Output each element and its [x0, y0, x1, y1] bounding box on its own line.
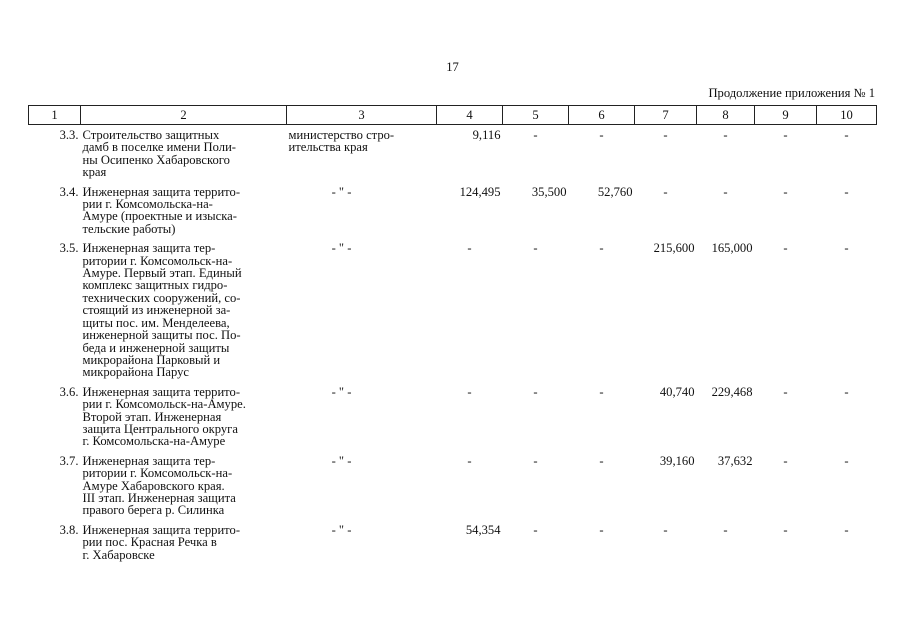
value-col-6: - [599, 453, 604, 468]
value-col-6: - [599, 384, 604, 399]
measure-name-line: Инженерная защита тер- [82, 453, 216, 468]
column-header-8: 8 [697, 106, 755, 125]
value-col-4: - [467, 453, 472, 468]
measure-name-line: Инженерная защита террито- [82, 384, 241, 399]
measure-name-line: Амуре (проектные и изыска- [82, 209, 237, 224]
column-header-1: 1 [29, 106, 81, 125]
row-number: 3.7. [59, 453, 79, 468]
measure-name-line: г. Хабаровске [82, 547, 155, 562]
measure-name-line: тельские работы) [82, 221, 176, 236]
measure-name-line: Инженерная защита террито- [82, 184, 241, 199]
measure-name-line: ритории г. Комсомольск-на- [82, 466, 233, 481]
value-col-8: - [723, 184, 728, 199]
continuation-label: Продолжение приложения № 1 [708, 86, 875, 100]
value-col-8: - [723, 128, 728, 142]
measure-name-line: ритории г. Комсомольск-на- [82, 253, 233, 268]
measure-name [81, 522, 287, 566]
value-col-4: - [467, 241, 472, 256]
value-col-6: - [599, 522, 604, 537]
row-number: 3.3. [59, 128, 79, 142]
measure-name-line: беда и инженерной защиты [82, 340, 230, 355]
measure-name-line: III этап. Инженерная защита [82, 490, 236, 505]
measure-name-line: микрорайона Парковый и [82, 352, 221, 367]
row-number: 3.6. [59, 384, 79, 399]
value-col-9: - [783, 241, 788, 256]
measure-name-line: Второй этап. Инженерная [82, 409, 222, 424]
value-col-5: - [533, 128, 538, 142]
measure-name-line: стоящий из инженерной за- [82, 303, 231, 318]
table-row [29, 125, 877, 184]
measure-name [81, 184, 287, 241]
value-col-4: 9,116 [472, 128, 501, 142]
measure-name-line: г. Комсомольска-на-Амуре [82, 434, 226, 449]
measure-name-line: рии пос. Красная Речка в [82, 535, 217, 550]
value-col-9: - [783, 453, 788, 468]
measure-name-line: Строительство защитных [82, 128, 220, 142]
measure-name-line: рии г. Комсомольск-на-Амуре. [82, 397, 246, 412]
value-col-5: - [533, 522, 538, 537]
executor-line: - " - [331, 184, 352, 199]
value-col-10: - [844, 453, 849, 468]
value-col-5: - [533, 453, 538, 468]
column-header-5: 5 [503, 106, 569, 125]
executor [287, 240, 437, 383]
measure-name [81, 384, 287, 453]
measure-name [81, 125, 287, 184]
value-col-4: - [467, 384, 472, 399]
column-header-2: 2 [81, 106, 287, 125]
column-header-4: 4 [437, 106, 503, 125]
value-col-8: 37,632 [717, 453, 753, 468]
measure-name-line: ны Осипенко Хабаровского [82, 152, 230, 167]
value-col-7: - [663, 128, 668, 142]
table-row [29, 240, 877, 383]
executor-line: - " - [331, 453, 352, 468]
value-col-7: 40,740 [659, 384, 695, 399]
value-col-9: - [783, 128, 788, 142]
value-col-10: - [844, 522, 849, 537]
column-header-7: 7 [635, 106, 697, 125]
value-col-5: - [533, 241, 538, 256]
value-col-5: 35,500 [531, 184, 567, 199]
value-col-7: - [663, 184, 668, 199]
executor-line: министерство стро- [288, 128, 395, 142]
measure-name-line: технических сооружений, со- [82, 290, 241, 305]
measure-name-line: правого берега р. Силинка [82, 503, 225, 518]
value-col-10: - [844, 128, 849, 142]
executor-line: - " - [331, 522, 352, 537]
row-number: 3.5. [59, 241, 79, 256]
value-col-8: - [723, 522, 728, 537]
executor [287, 184, 437, 241]
measure-name [81, 240, 287, 383]
measure-name [81, 453, 287, 522]
page-number: 17 [446, 60, 459, 74]
measure-name-line: микрорайона Парус [82, 365, 190, 380]
column-header-10: 10 [817, 106, 877, 125]
table-body [29, 125, 877, 567]
measure-name-line: дамб в поселке имени Поли- [82, 140, 236, 155]
table-row [29, 184, 877, 241]
value-col-7: 215,600 [653, 241, 695, 256]
executor [287, 384, 437, 453]
measure-name-line: края [82, 165, 107, 180]
value-col-7: 39,160 [659, 453, 695, 468]
value-col-10: - [844, 184, 849, 199]
table-row [29, 384, 877, 453]
table-row [29, 453, 877, 522]
row-number: 3.8. [59, 522, 79, 537]
executor [287, 522, 437, 566]
measure-name-line: Инженерная защита тер- [82, 241, 216, 256]
value-col-5: - [533, 384, 538, 399]
measure-name-line: инженерной защиты пос. По- [82, 328, 241, 343]
value-col-7: - [663, 522, 668, 537]
value-col-9: - [783, 184, 788, 199]
table-row [29, 522, 877, 566]
executor-line: - " - [331, 384, 352, 399]
value-col-4: 54,354 [465, 522, 501, 537]
measure-name-line: рии г. Комсомольска-на- [82, 197, 213, 212]
column-header-3: 3 [287, 106, 437, 125]
value-col-9: - [783, 522, 788, 537]
executor [287, 453, 437, 522]
value-col-8: 165,000 [711, 241, 753, 256]
value-col-6: 52,760 [597, 184, 633, 199]
measure-name-line: щиты пос. им. Менделеева, [82, 315, 230, 330]
value-col-10: - [844, 384, 849, 399]
measure-name-line: комплекс защитных гидро- [82, 278, 228, 293]
measure-name-line: Амуре Хабаровского края. [82, 478, 225, 493]
executor-line: - " - [331, 241, 352, 256]
measure-name-line: Инженерная защита террито- [82, 522, 241, 537]
column-header-6: 6 [569, 106, 635, 125]
value-col-8: 229,468 [711, 384, 753, 399]
executor-line: ительства края [288, 140, 368, 155]
value-col-9: - [783, 384, 788, 399]
measure-name-line: защита Центрального округа [82, 421, 238, 436]
column-header-9: 9 [755, 106, 817, 125]
executor [287, 125, 437, 184]
value-col-4: 124,495 [459, 184, 501, 199]
row-number: 3.4. [59, 184, 79, 199]
value-col-6: - [599, 128, 604, 142]
appendix-table [28, 105, 877, 566]
value-col-10: - [844, 241, 849, 256]
table-header-row [29, 106, 877, 125]
value-col-6: - [599, 241, 604, 256]
measure-name-line: Амуре. Первый этап. Единый [82, 266, 242, 281]
